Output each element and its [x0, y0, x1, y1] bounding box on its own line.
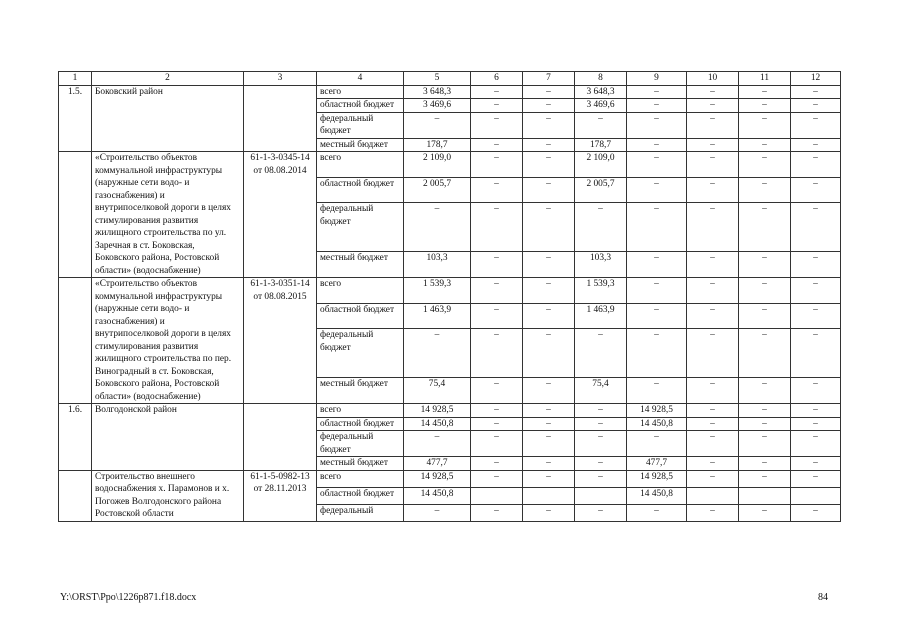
amount-cell: –	[627, 504, 687, 521]
item-number: 1.5.	[59, 85, 92, 152]
amount-cell: –	[739, 112, 791, 138]
amount-cell: –	[471, 85, 523, 99]
amount-cell: –	[471, 378, 523, 404]
amount-cell: 14 928,5	[404, 404, 471, 418]
amount-cell: –	[575, 470, 627, 487]
amount-cell: –	[575, 112, 627, 138]
amount-cell: –	[687, 431, 739, 457]
amount-cell: –	[523, 112, 575, 138]
funding-source: областной бюджет	[317, 303, 404, 329]
amount-cell: –	[523, 457, 575, 471]
amount-cell: –	[523, 152, 575, 178]
funding-source: всего	[317, 278, 404, 304]
funding-source: областной бюджет	[317, 487, 404, 504]
item-code	[244, 404, 317, 471]
column-header: 8	[575, 72, 627, 86]
amount-cell: –	[791, 470, 841, 487]
amount-cell: –	[791, 404, 841, 418]
amount-cell: –	[791, 252, 841, 278]
amount-cell: –	[687, 99, 739, 113]
amount-cell: 2 109,0	[404, 152, 471, 178]
amount-cell: –	[404, 504, 471, 521]
column-header: 7	[523, 72, 575, 86]
amount-cell: –	[523, 329, 575, 378]
amount-cell: –	[687, 138, 739, 152]
amount-cell: –	[739, 252, 791, 278]
table-row	[59, 85, 841, 99]
amount-cell: –	[627, 303, 687, 329]
amount-cell: –	[739, 203, 791, 252]
item-code	[244, 85, 317, 152]
amount-cell: –	[523, 85, 575, 99]
funding-source: областной бюджет	[317, 177, 404, 203]
amount-cell: –	[687, 303, 739, 329]
amount-cell: –	[523, 203, 575, 252]
amount-cell: 1 539,3	[404, 278, 471, 304]
amount-cell: 1 539,3	[575, 278, 627, 304]
column-header: 3	[244, 72, 317, 86]
amount-cell: –	[739, 504, 791, 521]
amount-cell: 3 469,6	[575, 99, 627, 113]
amount-cell: –	[404, 112, 471, 138]
amount-cell: –	[791, 152, 841, 178]
amount-cell: –	[687, 152, 739, 178]
funding-source: федеральный бюджет	[317, 203, 404, 252]
amount-cell: –	[404, 329, 471, 378]
amount-cell: –	[471, 112, 523, 138]
amount-cell: –	[687, 329, 739, 378]
amount-cell: 3 648,3	[575, 85, 627, 99]
amount-cell: 3 648,3	[404, 85, 471, 99]
amount-cell: –	[575, 203, 627, 252]
amount-cell: –	[687, 504, 739, 521]
amount-cell: –	[739, 303, 791, 329]
funding-source: местный бюджет	[317, 252, 404, 278]
funding-source: всего	[317, 85, 404, 99]
amount-cell: –	[627, 329, 687, 378]
amount-cell: –	[687, 177, 739, 203]
column-header: 2	[92, 72, 244, 86]
amount-cell: –	[471, 203, 523, 252]
amount-cell: –	[627, 152, 687, 178]
amount-cell: –	[791, 85, 841, 99]
table-row	[59, 404, 841, 418]
amount-cell: –	[523, 404, 575, 418]
amount-cell: –	[471, 303, 523, 329]
amount-cell: –	[627, 99, 687, 113]
funding-source: федеральный бюджет	[317, 329, 404, 378]
amount-cell: –	[523, 470, 575, 487]
amount-cell: –	[575, 329, 627, 378]
amount-cell: –	[791, 417, 841, 431]
amount-cell: –	[791, 303, 841, 329]
amount-cell: –	[739, 431, 791, 457]
amount-cell: –	[739, 457, 791, 471]
amount-cell: –	[687, 203, 739, 252]
funding-source: местный бюджет	[317, 138, 404, 152]
item-name: Боковский район	[92, 85, 244, 152]
funding-source: всего	[317, 152, 404, 178]
amount-cell: 1 463,9	[404, 303, 471, 329]
amount-cell: –	[523, 378, 575, 404]
amount-cell: –	[739, 138, 791, 152]
amount-cell: –	[523, 504, 575, 521]
amount-cell: –	[471, 431, 523, 457]
amount-cell: –	[575, 431, 627, 457]
item-name: «Строительство объектов коммунальной инфраструктуры (наружные сети водо- и газоснабжения) и внутрипоселковой дороги в целях стимулирования развития жилищного строительства по ул. Заречная в ст. Боковская, Боковского района, Ростовской области» (водоснабжение)	[92, 152, 244, 278]
amount-cell: 103,3	[404, 252, 471, 278]
amount-cell: –	[687, 470, 739, 487]
amount-cell: –	[404, 431, 471, 457]
amount-cell: 14 928,5	[404, 470, 471, 487]
amount-cell: –	[523, 138, 575, 152]
column-header: 6	[471, 72, 523, 86]
amount-cell: –	[739, 278, 791, 304]
amount-cell: –	[791, 431, 841, 457]
amount-cell: 14 450,8	[404, 417, 471, 431]
amount-cell	[471, 487, 523, 504]
amount-cell: –	[739, 404, 791, 418]
column-header: 10	[687, 72, 739, 86]
amount-cell: –	[523, 99, 575, 113]
amount-cell: –	[471, 99, 523, 113]
file-path: Y:\ORST\Ppo\1226p871.f18.docx	[60, 592, 197, 603]
amount-cell: –	[791, 138, 841, 152]
amount-cell: 103,3	[575, 252, 627, 278]
amount-cell: –	[471, 504, 523, 521]
amount-cell: –	[471, 417, 523, 431]
amount-cell: –	[739, 152, 791, 178]
column-header: 11	[739, 72, 791, 86]
amount-cell	[523, 487, 575, 504]
amount-cell: –	[687, 404, 739, 418]
item-number	[59, 470, 92, 521]
amount-cell: –	[523, 252, 575, 278]
amount-cell	[575, 487, 627, 504]
amount-cell: –	[627, 85, 687, 99]
funding-source: областной бюджет	[317, 99, 404, 113]
funding-source: местный бюджет	[317, 378, 404, 404]
amount-cell: 2 109,0	[575, 152, 627, 178]
funding-source: федеральный бюджет	[317, 431, 404, 457]
amount-cell: –	[471, 457, 523, 471]
amount-cell: –	[739, 177, 791, 203]
column-header: 1	[59, 72, 92, 86]
amount-cell: –	[471, 252, 523, 278]
item-name: Волгодонской район	[92, 404, 244, 471]
amount-cell: 3 469,6	[404, 99, 471, 113]
budget-table	[58, 71, 841, 522]
amount-cell: –	[687, 112, 739, 138]
amount-cell	[687, 487, 739, 504]
amount-cell: –	[404, 203, 471, 252]
amount-cell: –	[739, 85, 791, 99]
amount-cell: –	[687, 85, 739, 99]
column-header: 9	[627, 72, 687, 86]
item-number	[59, 152, 92, 278]
amount-cell: –	[471, 278, 523, 304]
amount-cell: 2 005,7	[404, 177, 471, 203]
amount-cell: –	[627, 431, 687, 457]
amount-cell: 477,7	[627, 457, 687, 471]
amount-cell: –	[575, 504, 627, 521]
amount-cell: –	[471, 470, 523, 487]
amount-cell	[739, 487, 791, 504]
amount-cell: 14 928,5	[627, 470, 687, 487]
item-name: «Строительство объектов коммунальной инфраструктуры (наружные сети водо- и газоснабжения) и внутрипоселковой дороги в целях стимулирования развития жилищного строительства по пер. Виноградный в ст. Боковская, Боковского района, Ростовской области» (водоснабжение)	[92, 278, 244, 404]
amount-cell: –	[627, 203, 687, 252]
amount-cell: –	[687, 278, 739, 304]
amount-cell: –	[791, 378, 841, 404]
amount-cell: –	[627, 378, 687, 404]
amount-cell: 75,4	[575, 378, 627, 404]
table-row	[59, 470, 841, 487]
item-number	[59, 278, 92, 404]
amount-cell: –	[523, 278, 575, 304]
amount-cell	[791, 487, 841, 504]
amount-cell: 1 463,9	[575, 303, 627, 329]
amount-cell: –	[575, 417, 627, 431]
column-header: 5	[404, 72, 471, 86]
amount-cell: –	[575, 404, 627, 418]
item-number: 1.6.	[59, 404, 92, 471]
amount-cell: 14 450,8	[627, 417, 687, 431]
funding-source: всего	[317, 470, 404, 487]
amount-cell: –	[791, 112, 841, 138]
amount-cell: –	[791, 203, 841, 252]
amount-cell: –	[739, 417, 791, 431]
amount-cell: –	[687, 457, 739, 471]
item-code: 61-1-5-0982-13 от 28.11.2013	[244, 470, 317, 521]
page-number: 84	[818, 592, 828, 603]
funding-source: федеральный бюджет	[317, 112, 404, 138]
funding-source: федеральный	[317, 504, 404, 521]
amount-cell: –	[687, 378, 739, 404]
amount-cell: 477,7	[404, 457, 471, 471]
amount-cell: –	[791, 278, 841, 304]
amount-cell: 14 928,5	[627, 404, 687, 418]
amount-cell: –	[471, 177, 523, 203]
amount-cell: –	[627, 112, 687, 138]
amount-cell: –	[471, 152, 523, 178]
amount-cell: –	[523, 303, 575, 329]
amount-cell: 75,4	[404, 378, 471, 404]
column-header: 4	[317, 72, 404, 86]
amount-cell: –	[739, 378, 791, 404]
amount-cell: –	[739, 329, 791, 378]
funding-source: областной бюджет	[317, 417, 404, 431]
amount-cell: 14 450,8	[404, 487, 471, 504]
amount-cell: –	[791, 504, 841, 521]
amount-cell: –	[523, 431, 575, 457]
funding-source: всего	[317, 404, 404, 418]
amount-cell: –	[575, 457, 627, 471]
column-header: 12	[791, 72, 841, 86]
amount-cell: –	[627, 252, 687, 278]
amount-cell: –	[471, 329, 523, 378]
amount-cell: –	[627, 138, 687, 152]
amount-cell: 14 450,8	[627, 487, 687, 504]
amount-cell: –	[523, 177, 575, 203]
amount-cell: –	[791, 329, 841, 378]
item-code: 61-1-3-0351-14 от 08.08.2015	[244, 278, 317, 404]
table-row	[59, 278, 841, 304]
amount-cell: –	[791, 457, 841, 471]
amount-cell: –	[523, 417, 575, 431]
amount-cell: –	[791, 177, 841, 203]
amount-cell: –	[687, 252, 739, 278]
amount-cell: 178,7	[575, 138, 627, 152]
amount-cell: –	[739, 99, 791, 113]
amount-cell: –	[471, 404, 523, 418]
amount-cell: 178,7	[404, 138, 471, 152]
amount-cell: 2 005,7	[575, 177, 627, 203]
amount-cell: –	[627, 177, 687, 203]
funding-source: местный бюджет	[317, 457, 404, 471]
table-row	[59, 152, 841, 178]
item-name: Строительство внешнего водоснабжения х. Парамонов и х. Погожев Волгодонского района Ростовской области	[92, 470, 244, 521]
amount-cell: –	[471, 138, 523, 152]
amount-cell: –	[739, 470, 791, 487]
header-row	[59, 72, 841, 86]
amount-cell: –	[791, 99, 841, 113]
amount-cell: –	[627, 278, 687, 304]
item-code: 61-1-3-0345-14 от 08.08.2014	[244, 152, 317, 278]
amount-cell: –	[687, 417, 739, 431]
